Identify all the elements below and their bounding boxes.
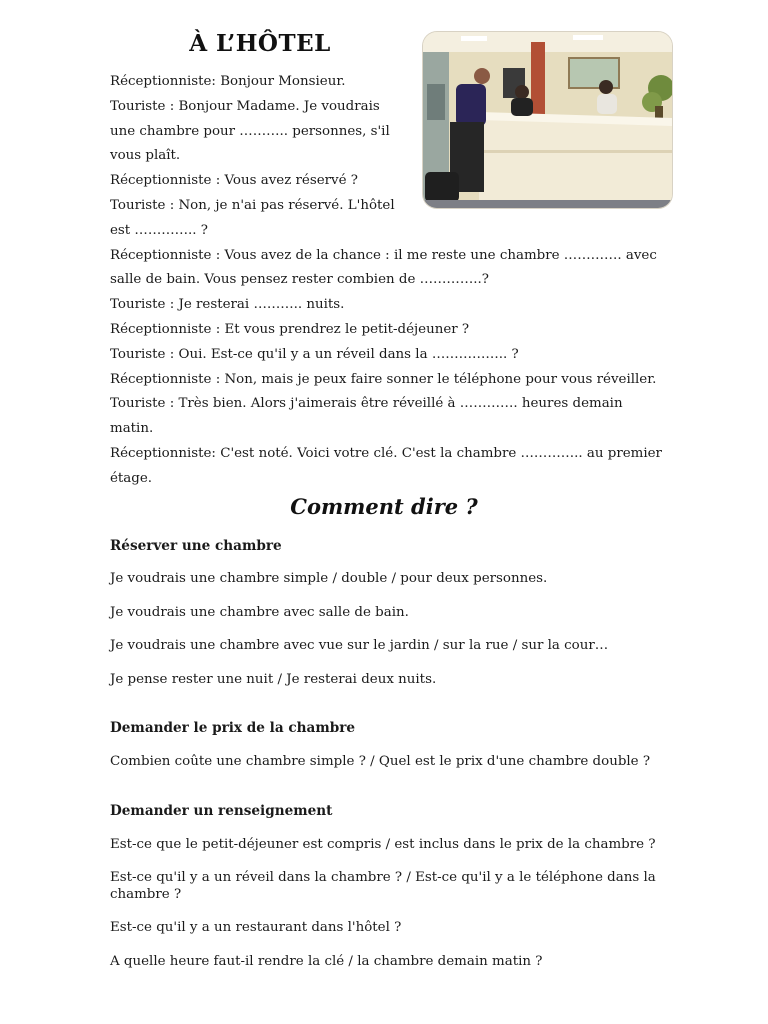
dialogue-line: Réceptionniste : Vous avez de la chance : il me reste une chambre …………. avec [110, 247, 657, 263]
section-heading: Comment dire ? [290, 494, 478, 519]
phrase-item: Est-ce que le petit-déjeuner est compris / est inclus dans le prix de la chambre ? [110, 836, 656, 852]
phrases-list [110, 536, 666, 970]
dialogue-line: vous plaît. [110, 148, 181, 164]
dialogue-line: Touriste : Très bien. Alors j'aimerais être réveillé à …………. heures demain [110, 396, 623, 412]
section-title-info: Demander un renseignement [110, 802, 333, 819]
section-title-reserve: Réserver une chambre [110, 538, 282, 554]
phrase-item: A quelle heure faut-il rendre la clé / la chambre demain matin ? [110, 953, 543, 969]
phrase-item: Combien coûte une chambre simple ? / Quel est le prix d'une chambre double ? [110, 754, 651, 769]
dialogue-line: Réceptionniste: C'est noté. Voici votre clé. C'est la chambre ………….. au premier [110, 445, 662, 461]
dialogue-line: salle de bain. Vous pensez rester combien de …………..? [110, 272, 489, 288]
phrase-item: Est-ce qu'il y a un restaurant dans l'hôtel ? [110, 920, 402, 935]
dialogue-line: Touriste : Je resterai ……….. nuits. [110, 297, 345, 313]
phrase-item: Est-ce qu'il y a un réveil dans la chambre ? / Est-ce qu'il y a le téléphone dans la chambre ? [110, 870, 656, 902]
section-title-price: Demander le prix de la chambre [110, 720, 356, 736]
dialogue-line: Réceptionniste: Bonjour Monsieur. [110, 74, 346, 89]
phrase-item: Je pense rester une nuit / Je resterai deux nuits. [110, 671, 437, 687]
phrase-item: Je voudrais une chambre simple / double / pour deux personnes. [110, 571, 548, 586]
dialogue-line: Réceptionniste : Et vous prendrez le petit-déjeuner ? [110, 321, 470, 337]
phrase-item: Je voudrais une chambre avec vue sur le jardin / sur la rue / sur la cour… [110, 638, 609, 653]
dialogue-line: est ………….. ? [110, 222, 208, 238]
dialogue-line: une chambre pour ……….. personnes, s'il [110, 123, 390, 139]
phrase-item: Je voudrais une chambre avec salle de bain. [110, 604, 409, 620]
page-title: À L’HÔTEL [189, 30, 331, 57]
dialogue-line: étage. [110, 470, 153, 486]
dialogue-line: Touriste : Bonjour Madame. Je voudrais [110, 98, 380, 114]
dialogue-line: Réceptionniste : Non, mais je peux faire sonner le téléphone pour vous réveiller. [110, 371, 657, 387]
dialogue-line: Touriste : Non, je n'ai pas réservé. L'hôtel [110, 197, 395, 213]
dialogue-line: matin. [110, 421, 154, 437]
dialogue-text [110, 70, 670, 492]
dialogue-line: Réceptionniste : Vous avez réservé ? [110, 173, 358, 189]
dialogue-line: Touriste : Oui. Est-ce qu'il y a un réveil dans la …………….. ? [110, 346, 519, 362]
